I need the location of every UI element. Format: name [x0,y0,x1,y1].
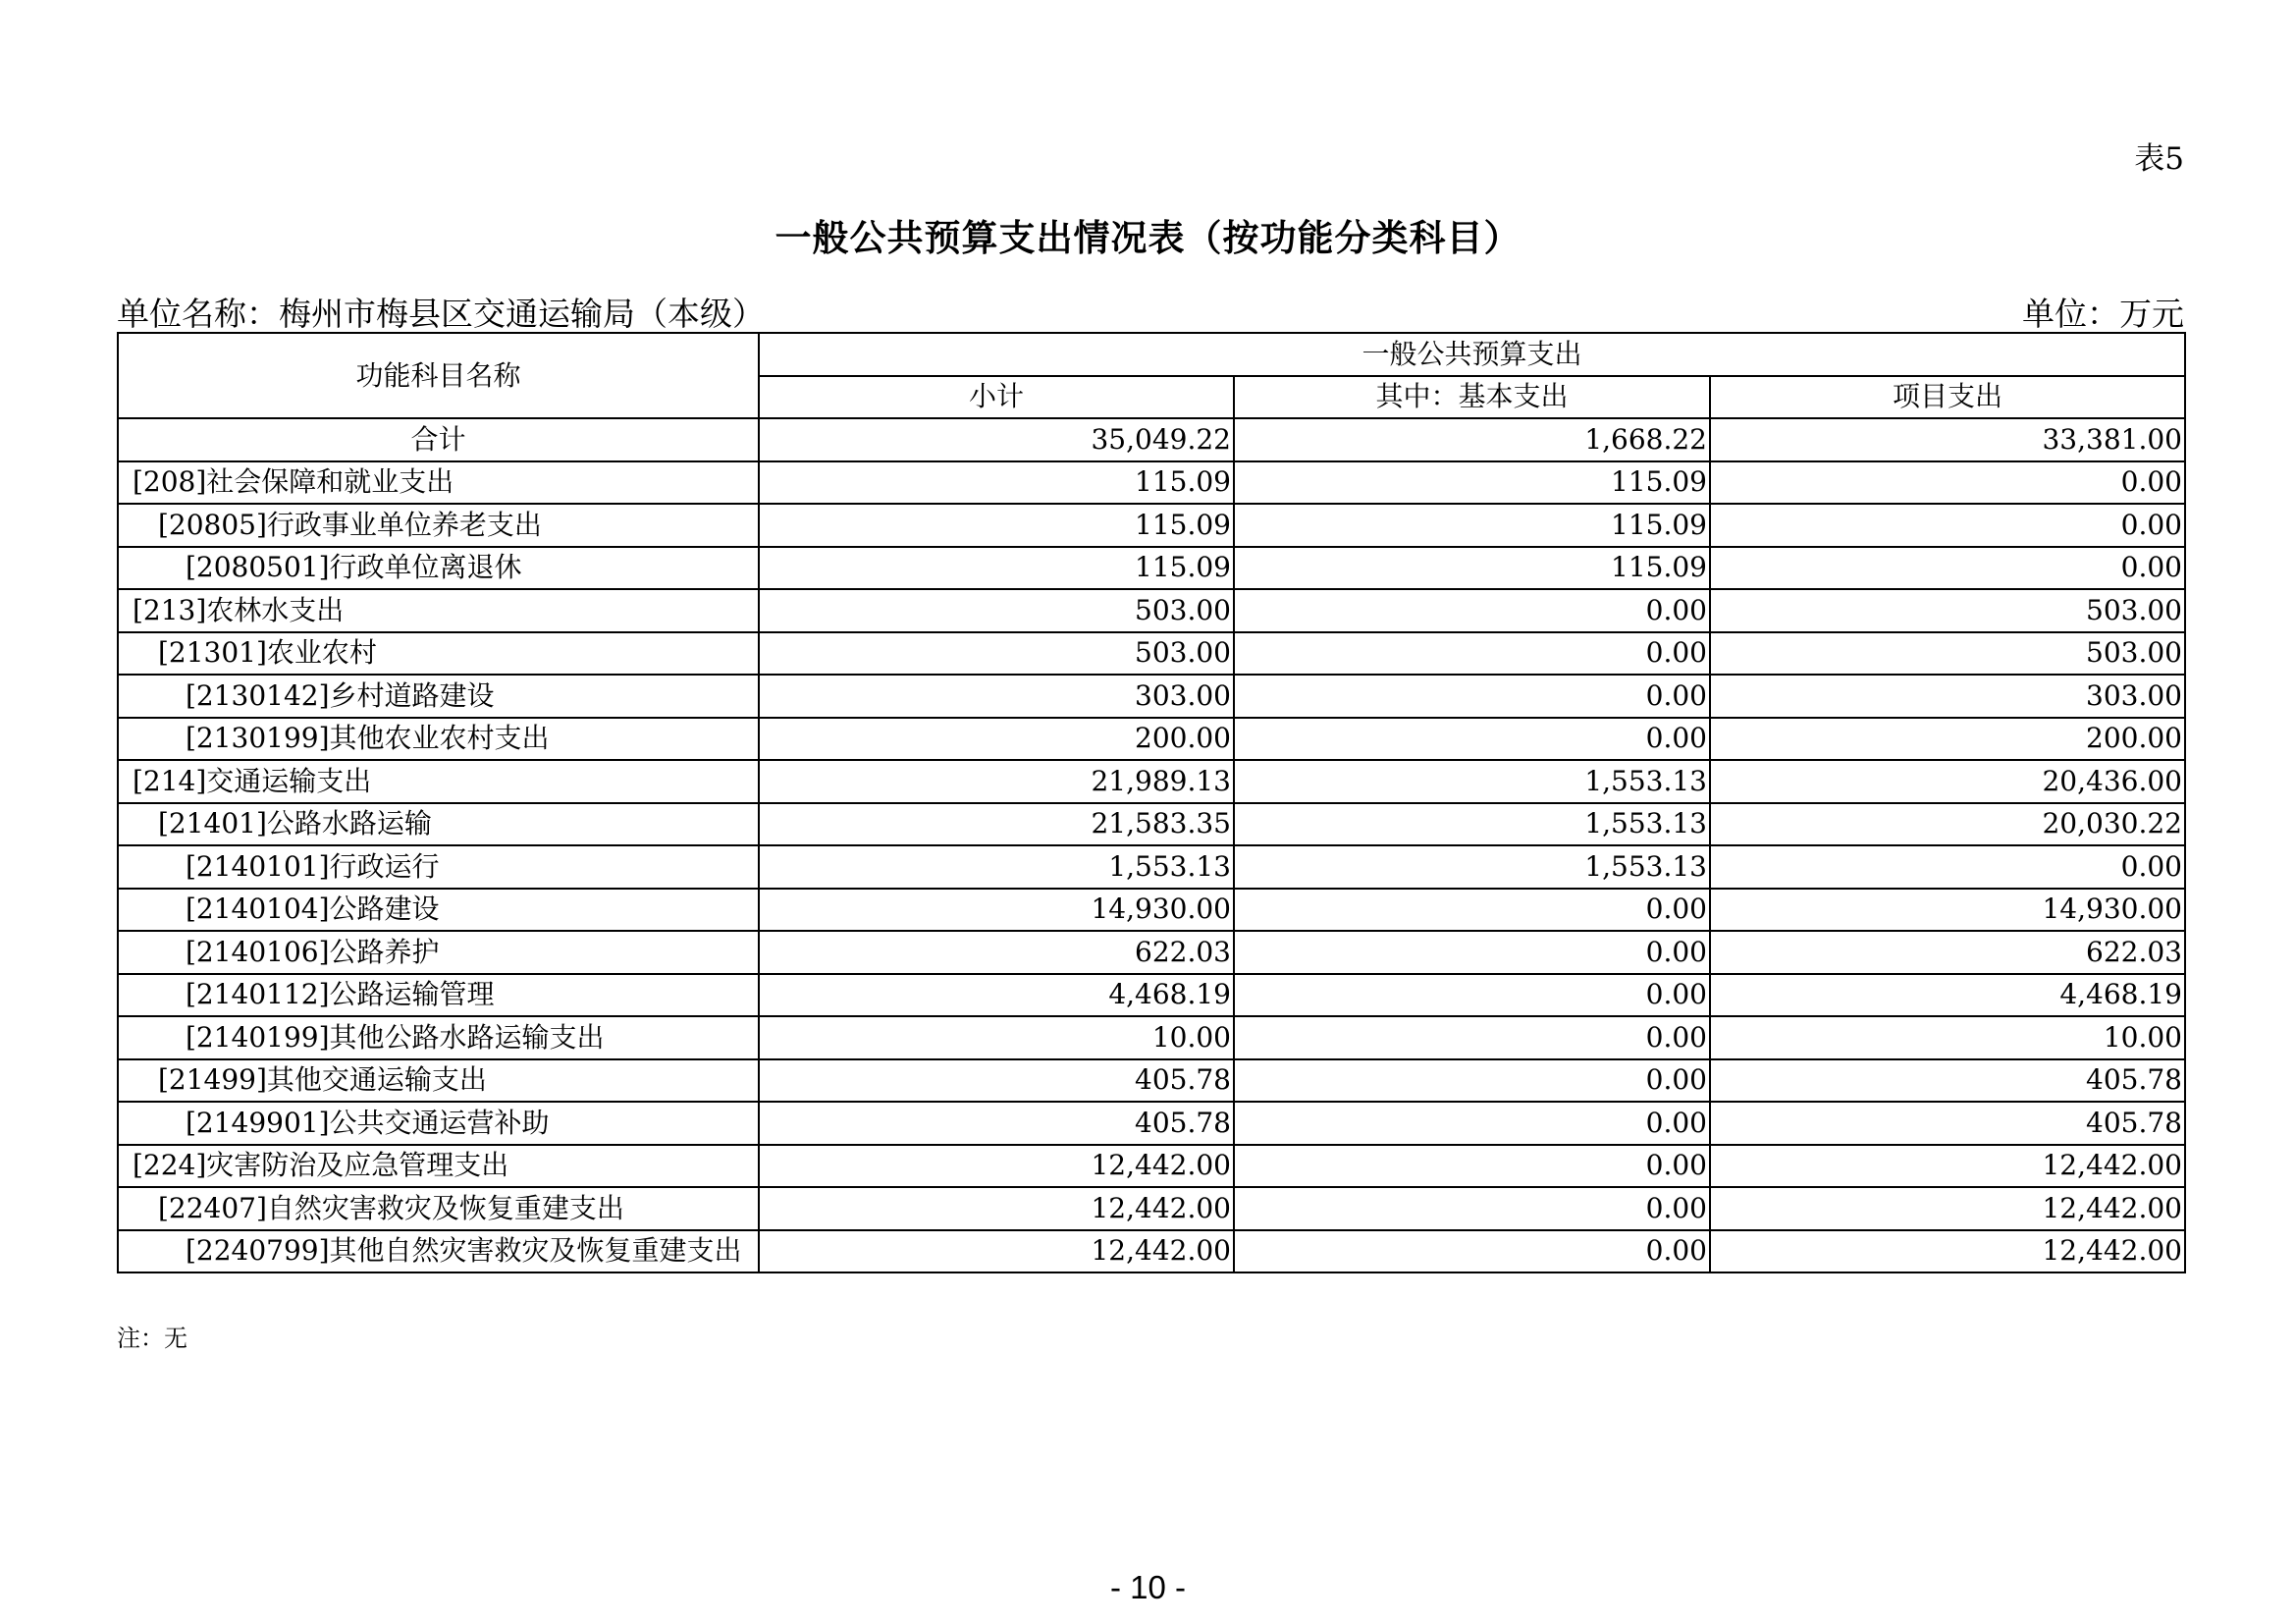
currency-unit: 单位：万元 [2022,295,2184,333]
row-project: 12,442.00 [1710,1230,2185,1273]
row-name: [214]交通运输支出 [118,760,759,803]
header-project: 项目支出 [1710,376,2185,419]
row-basic: 115.09 [1234,547,1710,590]
row-basic: 1,553.13 [1234,845,1710,889]
table-row [118,760,2185,803]
row-subtotal: 21,989.13 [759,760,1234,803]
row-subtotal: 14,930.00 [759,889,1234,932]
row-subtotal: 622.03 [759,931,1234,974]
table-row [118,504,2185,547]
table-row [118,632,2185,676]
table-number: 表5 [2134,141,2184,177]
row-project: 0.00 [1710,845,2185,889]
table-row [118,461,2185,505]
row-subtotal: 115.09 [759,547,1234,590]
row-subtotal: 405.78 [759,1102,1234,1145]
row-project: 12,442.00 [1710,1145,2185,1188]
row-basic: 1,668.22 [1234,418,1710,461]
row-name: [20805]行政事业单位养老支出 [118,504,759,547]
table-row [118,418,2185,461]
table-row [118,1016,2185,1059]
row-name: [2140101]行政运行 [118,845,759,889]
row-basic: 0.00 [1234,974,1710,1017]
row-name: 合计 [118,418,759,461]
row-project: 14,930.00 [1710,889,2185,932]
row-subtotal: 200.00 [759,718,1234,761]
row-name: [2240799]其他自然灾害救灾及恢复重建支出 [118,1230,759,1273]
row-basic: 0.00 [1234,931,1710,974]
row-subtotal: 21,583.35 [759,803,1234,846]
row-project: 200.00 [1710,718,2185,761]
row-subtotal: 4,468.19 [759,974,1234,1017]
header-basic: 其中：基本支出 [1234,376,1710,419]
row-name: [21401]公路水路运输 [118,803,759,846]
row-basic: 0.00 [1234,675,1710,718]
table-row [118,889,2185,932]
header-row-1 [118,333,2185,376]
table-row [118,974,2185,1017]
row-name: [2080501]行政单位离退休 [118,547,759,590]
row-name: [2140199]其他公路水路运输支出 [118,1016,759,1059]
row-project: 0.00 [1710,504,2185,547]
row-subtotal: 10.00 [759,1016,1234,1059]
page-title: 一般公共预算支出情况表（按功能分类科目） [774,216,1522,259]
row-project: 0.00 [1710,461,2185,505]
row-name: [2149901]公共交通运营补助 [118,1102,759,1145]
table-row [118,931,2185,974]
table-row [118,1230,2185,1273]
row-basic: 115.09 [1234,461,1710,505]
row-basic: 0.00 [1234,1187,1710,1230]
row-name: [21499]其他交通运输支出 [118,1059,759,1103]
header-group: 一般公共预算支出 [759,333,2185,376]
footnote: 注：无 [117,1325,187,1352]
row-basic: 0.00 [1234,1230,1710,1273]
row-name: [224]灾害防治及应急管理支出 [118,1145,759,1188]
row-name: [2140112]公路运输管理 [118,974,759,1017]
row-project: 20,436.00 [1710,760,2185,803]
row-basic: 1,553.13 [1234,803,1710,846]
row-subtotal: 405.78 [759,1059,1234,1103]
row-subtotal: 12,442.00 [759,1187,1234,1230]
table-row [118,1145,2185,1188]
row-name: [213]农林水支出 [118,589,759,632]
header-subtotal: 小计 [759,376,1234,419]
row-subtotal: 115.09 [759,461,1234,505]
row-basic: 115.09 [1234,504,1710,547]
row-basic: 0.00 [1234,632,1710,676]
table-row [118,1102,2185,1145]
row-project: 405.78 [1710,1059,2185,1103]
row-name: [208]社会保障和就业支出 [118,461,759,505]
row-project: 503.00 [1710,589,2185,632]
header-category: 功能科目名称 [118,333,759,418]
row-subtotal: 1,553.13 [759,845,1234,889]
row-project: 503.00 [1710,632,2185,676]
table-row [118,547,2185,590]
row-basic: 0.00 [1234,1145,1710,1188]
row-subtotal: 12,442.00 [759,1145,1234,1188]
budget-table [117,332,2186,1273]
row-basic: 0.00 [1234,1102,1710,1145]
table-row [118,845,2185,889]
row-basic: 1,553.13 [1234,760,1710,803]
row-subtotal: 303.00 [759,675,1234,718]
row-project: 303.00 [1710,675,2185,718]
row-name: [21301]农业农村 [118,632,759,676]
row-name: [2140106]公路养护 [118,931,759,974]
row-name: [22407]自然灾害救灾及恢复重建支出 [118,1187,759,1230]
row-project: 33,381.00 [1710,418,2185,461]
row-project: 622.03 [1710,931,2185,974]
row-project: 4,468.19 [1710,974,2185,1017]
row-subtotal: 35,049.22 [759,418,1234,461]
row-name: [2130142]乡村道路建设 [118,675,759,718]
row-basic: 0.00 [1234,1059,1710,1103]
row-project: 405.78 [1710,1102,2185,1145]
row-project: 12,442.00 [1710,1187,2185,1230]
unit-name: 单位名称：梅州市梅县区交通运输局（本级） [117,295,765,333]
row-basic: 0.00 [1234,1016,1710,1059]
row-name: [2140104]公路建设 [118,889,759,932]
page-number: - 10 - [1109,1569,1187,1605]
row-basic: 0.00 [1234,589,1710,632]
row-subtotal: 115.09 [759,504,1234,547]
row-subtotal: 503.00 [759,632,1234,676]
row-basic: 0.00 [1234,889,1710,932]
table-row [118,589,2185,632]
row-project: 20,030.22 [1710,803,2185,846]
row-subtotal: 503.00 [759,589,1234,632]
table-row [118,1059,2185,1103]
row-name: [2130199]其他农业农村支出 [118,718,759,761]
row-project: 10.00 [1710,1016,2185,1059]
table-row [118,1187,2185,1230]
row-basic: 0.00 [1234,718,1710,761]
row-subtotal: 12,442.00 [759,1230,1234,1273]
table-row [118,718,2185,761]
table-row [118,803,2185,846]
table-row [118,675,2185,718]
row-project: 0.00 [1710,547,2185,590]
